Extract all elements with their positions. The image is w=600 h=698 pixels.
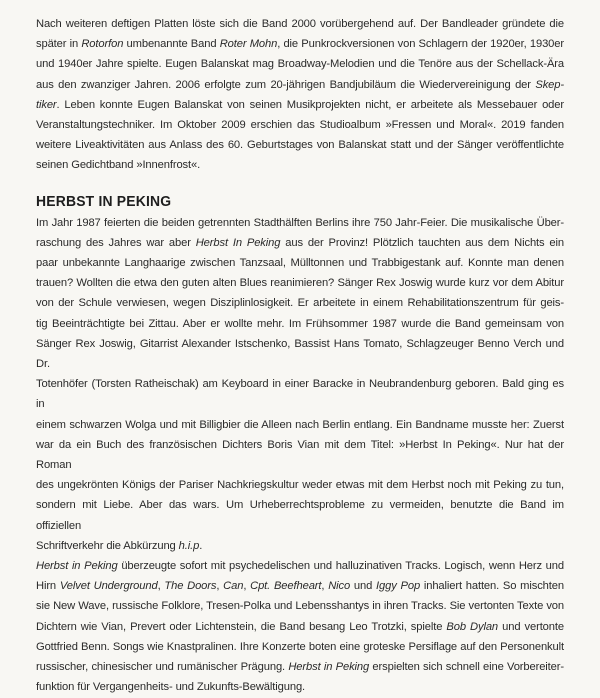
band-name-roter-mohn: Roter Mohn [219, 38, 278, 51]
text-line: Totenhöfer (Torsten Ratheischak) am Keyboard in einer Baracke in Neubrandenburg geboren. Bald ging es in [36, 378, 564, 411]
text-line: seinen Gedichtband »Innenfrost«. [36, 159, 201, 172]
artist-bob-dylan: Bob Dylan [446, 620, 499, 633]
text-line: sie New Wave, russische Folklore, Tresen-Polka und Lebensshantys in ihren Tracks. Sie vertonten Texte von [36, 600, 564, 613]
text-line: Schriftverkehr die Abkürzung h.i.p. [36, 539, 203, 552]
text-line: Herbst in Peking überzeugte sofort mit psychedelischen und halluzinativen Tracks. Logisch, wenn Herz und [36, 560, 564, 573]
text-line: Nach weiteren deftigen Platten löste sich die Band 2000 vorübergehend auf. Der Bandleader gründete die [36, 18, 564, 30]
text-line: Hirn Velvet Underground, The Doors, Can, Cpt. Beefheart, Nico und Iggy Pop inhaliert hatten. So mischten [36, 580, 564, 593]
influence-nico: Nico [328, 580, 351, 593]
paragraph-band-history [36, 14, 564, 176]
text-column [36, 14, 564, 698]
influence-velvet-underground: Velvet Underground [59, 580, 158, 593]
text-line: raschung des Jahres war aber Herbst In Peking aus der Provinz! Plötzlich tauchten aus dem Nichts ein [36, 236, 564, 249]
text-line: einem schwarzen Wolga und mit Billigbier die Alleen nach Berlin entlang. Ein Bandname musste her: Zuerst [36, 418, 564, 431]
text-line: sondern mit Liebe. Aber das wars. Um Urheberrechtsprobleme zu vermeiden, benutzte die Band im offiziellen [36, 499, 564, 532]
text-line: des ungekrönten Königs der Pariser Nachkriegskultur weder etwas mit dem Herbst noch mit Peking zu tun, [36, 479, 564, 492]
influence-iggy-pop: Iggy Pop [376, 580, 421, 593]
band-name-herbst-in-peking: Herbst in Peking [36, 560, 118, 573]
text-line: Gottfried Benn. Songs wie Knastpralinen. Ihre Konzerte boten eine groteske Persiflage auf den Personenkult [36, 640, 564, 653]
text-line: tig Beeinträchtigte bei Zittau. Aber er wollte mehr. Im Frühsommer 1987 wurde die Band gemeinsam von [36, 317, 564, 330]
text-line: tiker. Leben konnte Eugen Balanskat von seinen Musikprojekten nicht, er arbeitete als Messebauer oder [36, 98, 564, 111]
text-line: Sänger Rex Joswig, Gitarrist Alexander Istschenko, Bassist Hans Tomato, Schlagzeuger Benno Verch und Dr. [36, 337, 564, 371]
influence-cpt-beefheart: Cpt. Beefheart [250, 580, 322, 593]
text-line: Veranstaltungstechniker. Im Oktober 2009 erschien das Studioalbum »Fressen und Moral«. 2019 fanden [36, 119, 564, 132]
abbreviation-hip: h.i.p [178, 539, 200, 552]
paragraph-herbst-origin [36, 213, 564, 556]
text-line: paar unbekannte Langhaarige zwischen Tanzsaal, Mülltonnen und Trabbigestank auf. Konnte man denen [36, 257, 564, 270]
band-name-herbst-in-peking: Herbst in Peking [288, 661, 370, 674]
band-name-skeptiker: Skep- [535, 78, 564, 91]
text-line: später in Rotorfon umbenannte Band Roter Mohn, die Punkrockversionen von Schlagern der 1920er, 1930er [36, 38, 564, 51]
text-line: russischer, chinesischer und rumänischer Prägung. Herbst in Peking erspielten sich schnell eine Vorbereiter- [36, 661, 564, 674]
band-name-herbst-in-peking: Herbst In Peking [195, 236, 281, 249]
text-line: funktion für Vergangenheits- und Zukunfts-Bewältigung. [36, 681, 306, 694]
text-line: Dichtern wie Vian, Prevert oder Lichtenstein, die Band besang Leo Trotzki, spielte Bob Dylan und vertonte [36, 620, 564, 633]
section-heading: HERBST IN PEKING [36, 193, 172, 210]
text-line: aus den zwanziger Jahren. 2006 erfolgte zum 20-jährigen Bandjubiläum die Wiedervereinigung der Skep- [36, 78, 564, 91]
band-name-skeptiker-cont: tiker [36, 98, 57, 111]
text-line: weitere Liveaktivitäten aus Anlass des 60. Geburtstages von Balanskat statt und der Sänger veröffentlichte [36, 139, 564, 152]
influence-the-doors: The Doors [164, 580, 217, 593]
band-name-rotorfon: Rotorfon [81, 38, 124, 51]
text-line: war da ein Buch des französischen Dichters Boris Vian mit dem Titel: »Herbst In Peking«. Nur hat der Roman [36, 438, 564, 472]
text-line: Im Jahr 1987 feierten die beiden getrennten Stadthälften Berlins ihre 750 Jahr-Feier. Die musikalische Über- [36, 216, 564, 229]
text-line: von der Schule verwiesen, wegen Disziplinlosigkeit. Er arbeitete in einem Rehabilitationszentrum für geis- [36, 297, 564, 310]
influence-can: Can [223, 580, 244, 593]
text-line: trauen? Wollten die etwa den guten alten Blues reanimieren? Sänger Rex Joswig wurde kurz vor dem Abitur [36, 277, 564, 290]
text-line: und 1940er Jahre spielte. Eugen Balanskat mag Broadway-Melodien und die Tenöre aus der Schellack-Ära [36, 58, 564, 71]
paragraph-herbst-music [36, 556, 564, 697]
